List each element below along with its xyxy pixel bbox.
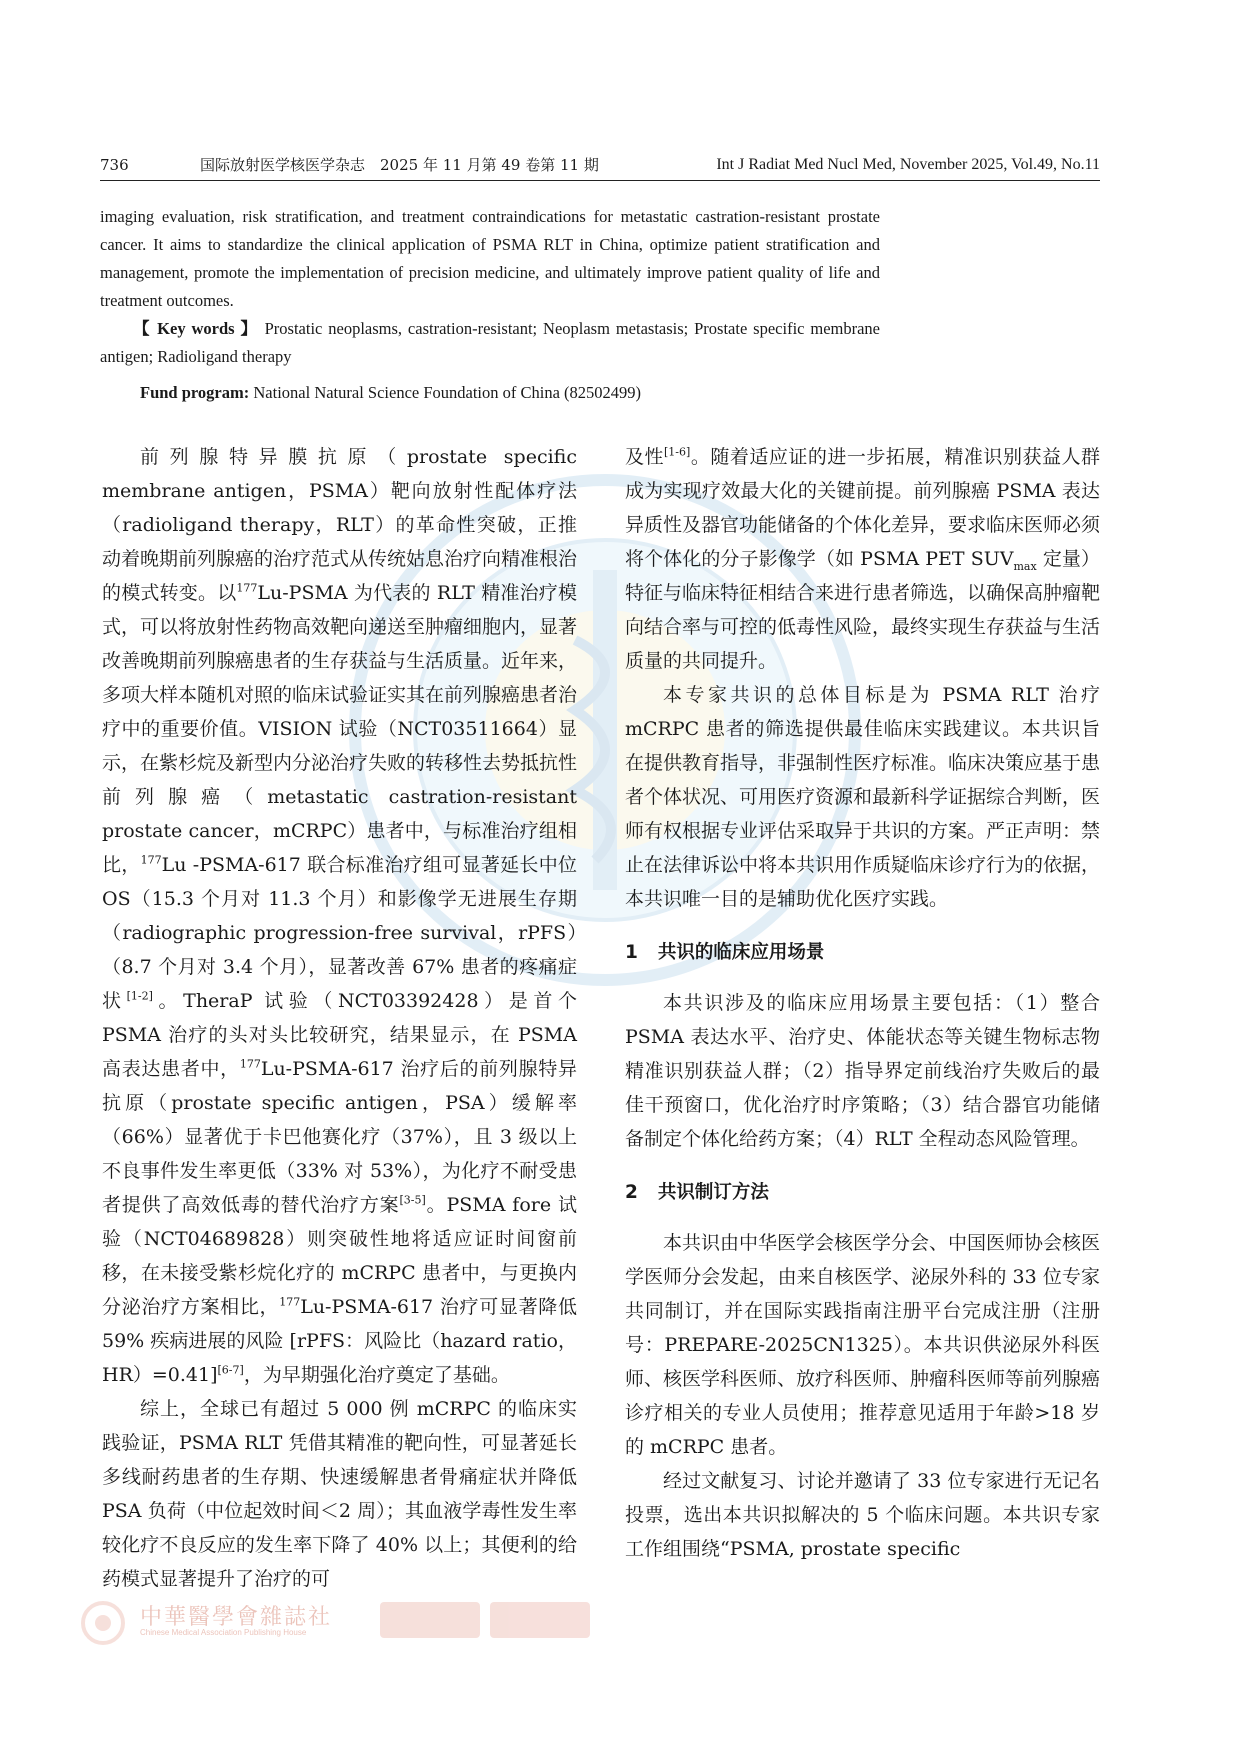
text-span: Lu-PSMA 为代表的 RLT 精准治疗模式，可以将放射性药物高效靶向递送至肿瘤细胞内，显著改善晚期前列腺癌患者的生存获益与生活质量。近年来，多项大样本随机对照的临床试验证实其在前列腺癌患者治疗中的重要价值。VISION 试验（NCT03511664）显示，在紫杉烷及新型内分泌治疗失败的转移性去势抵抗性前列腺癌（metastatic castration-resistant prostate cancer，mCRPC）患者中，与标准治疗组相比， <box>102 582 578 876</box>
text-span: 及性 <box>625 446 665 468</box>
intro-paragraph-2: 综上，全球已有超过 5 000 例 mCRPC 的临床实践验证，PSMA RLT 凭借其精准的靶向性，可显著延长多线耐药患者的生存期、快速缓解患者骨痛症状并降低 PSA 负荷（中位起效时间＜2 周）；其血液学毒性发生率较化疗不良反应的发生率下降了 40% 以上；其便利的给药模式显著提升了治疗的可 <box>102 1398 577 1590</box>
keywords-text: Prostatic neoplasms, castration-resistant; Neoplasm metastasis; Prostate specific membrane antigen; Radioligand therapy <box>100 319 881 366</box>
intro-paragraph-continuation <box>625 440 1100 678</box>
isotope-superscript: 177 <box>140 853 162 867</box>
page-number: 736 <box>100 156 129 174</box>
text-span: 定量）特征与临床特征相结合来进行患者筛选，以确保高肿瘤靶向结合率与可控的低毒性风险，最终实现生存获益与生活质量的共同提升。 <box>625 548 1101 672</box>
fund-text: National Natural Science Foundation of China (82502499) <box>253 383 642 402</box>
keywords-label: 【 Key words 】 <box>133 319 259 338</box>
journal-title-cn: 国际放射医学核医学杂志 2025 年 11 月第 49 卷第 11 期 <box>200 156 599 174</box>
citation-ref[interactable]: [1-2] <box>126 989 153 1003</box>
journal-title-en: Int J Radiat Med Nucl Med, November 2025, Vol.49, No.11 <box>716 156 1100 173</box>
decorative-block <box>490 1602 590 1638</box>
running-header <box>100 152 1100 181</box>
isotope-superscript: 177 <box>279 1295 301 1309</box>
section-number: 2 <box>625 1182 638 1203</box>
publisher-logo <box>80 1600 600 1646</box>
fund-label: Fund program: <box>140 383 250 402</box>
section-2-heading <box>625 1176 1100 1210</box>
section-2-paragraph-1: 本共识由中华医学会核医学分会、中国医师协会核医学医师分会发起，由来自核医学、泌尿外科的 33 位专家共同制订，并在国际实践指南注册平台完成注册（注册号：PREPARE-2025CN1325）。本共识供泌尿外科医师、核医学科医师、放疗科医师、肿瘤科医师等前列腺癌诊疗相关的专业人员使用；推荐意见适用于年龄>18 岁的 mCRPC 患者。 <box>625 1232 1101 1458</box>
text-span: 。随着适应证的进一步拓展，精准识别获益人群成为实现疗效最大化的关键前提。前列腺癌 PSMA 表达异质性及器官功能储备的个体化差异，要求临床医师必须将个体化的分子影像学（如 PSMA PET SUV <box>625 446 1101 570</box>
publisher-emblem-icon <box>80 1600 126 1646</box>
citation-ref[interactable]: [1-6] <box>664 445 691 459</box>
abstract-block <box>100 203 880 407</box>
section-2-paragraph-2: 经过文献复习、讨论并邀请了 33 位专家进行无记名投票，选出本共识拟解决的 5 个临床问题。本共识专家工作组围绕“PSMA, prostate specific <box>625 1470 1100 1560</box>
text-span: Lu-PSMA-617 治疗可显著降低 59% 疾病进展的风险 [rPFS：风险比（hazard ratio，HR）=0.41] <box>102 1296 577 1386</box>
abstract-continuation: imaging evaluation, risk stratification, and treatment contraindications for metastatic castration-resistant prostate cancer. It aims to standardize the clinical application of PSMA RLT in China, optimize patient stratification and management, promote the implementation of precision medicine, and ultimately improve patient quality of life and treatment outcomes. <box>100 207 880 310</box>
section-title: 共识制订方法 <box>657 1182 769 1203</box>
publisher-name-en: Chinese Medical Association Publishing House <box>140 1628 307 1637</box>
citation-ref[interactable]: [3-5] <box>399 1193 426 1207</box>
isotope-superscript: 177 <box>239 1057 261 1071</box>
text-span: Lu-PSMA-617 治疗后的前列腺特异抗原（prostate specific antigen，PSA）缓解率（66%）显著优于卡巴他赛化疗（37%），且 3 级以上不良事件发生率更低（33% 对 53%），为化疗不耐受患者提供了高效低毒的替代治疗方案 <box>102 1058 577 1216</box>
section-1-heading <box>625 936 1100 970</box>
left-column <box>102 440 577 1596</box>
keywords <box>100 315 880 371</box>
decorative-block <box>380 1602 480 1638</box>
text-span: 。PSMA fore 试验（NCT04689828）则突破性地将适应证时间窗前移，在未接受紫杉烷化疗的 mCRPC 患者中，与更换内分泌治疗方案相比， <box>102 1194 577 1318</box>
section-title: 共识的临床应用场景 <box>657 942 825 963</box>
intro-paragraph-1 <box>102 440 577 1392</box>
publisher-name-cn: 中華醫學會雜誌社 <box>140 1605 333 1630</box>
section-number: 1 <box>625 942 638 963</box>
text-span: ，为早期强化治疗奠定了基础。 <box>243 1364 510 1386</box>
suv-subscript: max <box>1013 559 1037 573</box>
section-1-paragraph: 本共识涉及的临床应用场景主要包括：（1）整合 PSMA 表达水平、治疗史、体能状态等关键生物标志物精准识别获益人群；（2）指导界定前线治疗失败后的最佳干预窗口，优化治疗时序策略；（3）结合器官功能储备制定个体化给药方案；（4）RLT 全程动态风险管理。 <box>625 992 1100 1150</box>
fund-program <box>100 379 880 407</box>
right-column <box>625 440 1100 1566</box>
text-span: 。TheraP 试验（NCT03392428）是首个 PSMA 治疗的头对头比较研究，结果显示，在 PSMA 高表达患者中， <box>102 990 577 1080</box>
text-span: Lu -PSMA-617 联合标准治疗组可显著延长中位 OS（15.3 个月对 11.3 个月）和影像学无进展生存期（radiographic progression-free survival，rPFS）（8.7 个月对 3.4 个月），显著改善 67% 患者的疼痛症状 <box>102 854 577 1012</box>
objective-paragraph: 本专家共识的总体目标是为 PSMA RLT 治疗 mCRPC 患者的筛选提供最佳临床实践建议。本共识旨在提供教育指导，非强制性医疗标准。临床决策应基于患者个体状况、可用医疗资源和最新科学证据综合判断，医师有权根据专业评估采取异于共识的方案。严正声明：禁止在法律诉讼中将本共识用作质疑临床诊疗行为的依据，本共识唯一目的是辅助优化医疗实践。 <box>625 684 1101 910</box>
isotope-superscript: 177 <box>236 581 258 595</box>
text-span: 前列腺特异膜抗原（prostate specific membrane antigen，PSMA）靶向放射性配体疗法（radioligand therapy，RLT）的革命性突破，正推动着晚期前列腺癌的治疗范式从传统姑息治疗向精准根治的模式转变。以 <box>102 446 578 604</box>
citation-ref[interactable]: [6-7] <box>217 1363 244 1377</box>
